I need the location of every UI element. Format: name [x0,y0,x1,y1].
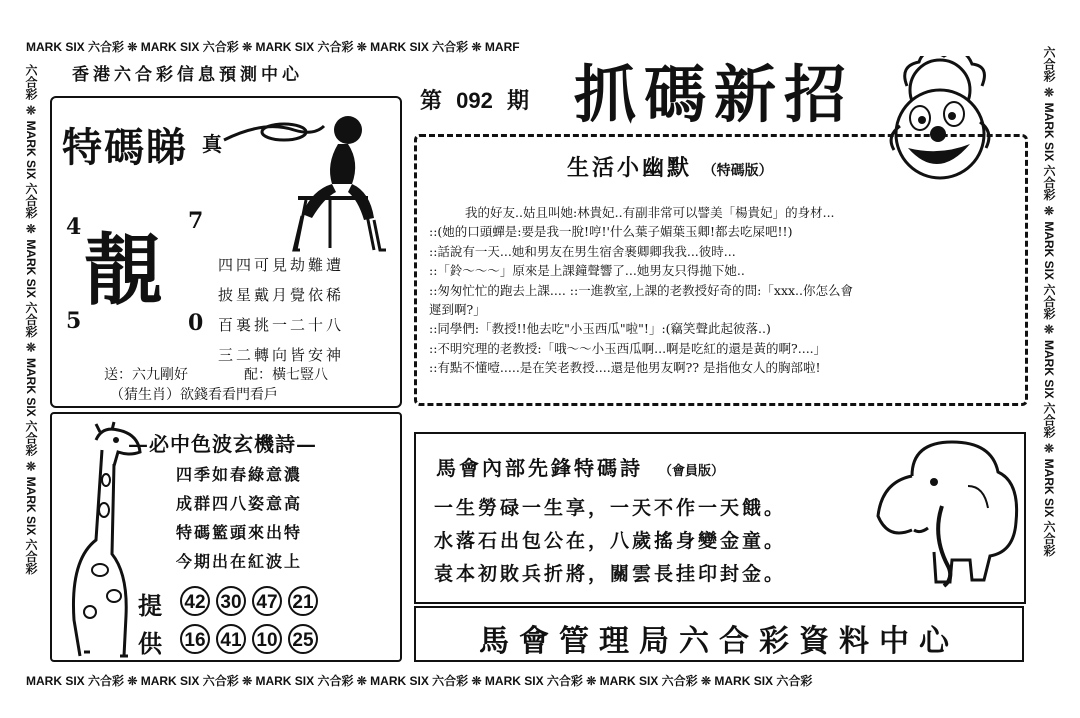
tema-riddle: （猜生肖）欲錢看看門看戶 [110,386,278,402]
number-ball: 47 [252,586,282,616]
number-ball: 10 [252,624,282,654]
issue-suffix: 期 [506,88,529,113]
tema-number-bottom-right: 0 [188,310,204,336]
center-name: 香港六合彩信息預測中心 [72,65,303,85]
tema-box [50,96,402,408]
tema-verse: 三二轉向皆安神 [218,346,345,364]
row2-numbers [180,624,324,654]
tema-verse: 百裏挑一二十八 [218,316,345,334]
tema-sub: 真 [202,132,222,156]
pioneer-poem-lines [434,492,786,591]
color-poem-line: 今期出在紅波上 [176,552,303,571]
color-poem-lines [176,460,302,576]
number-ball: 42 [180,586,210,616]
left-border-strip: 六合彩 ❊ MARK SIX 六合彩 ❊ MARK SIX 六合彩 ❊ MARK SIX 六合彩 ❊ MARK SIX 六合彩 [24,64,38,575]
right-border-strip: 六合彩 ❊ MARK SIX 六合彩 ❊ MARK SIX 六合彩 ❊ MARK SIX 六合彩 ❊ MARK SIX 六合彩 [1042,46,1056,557]
woman-figure-icon [278,108,398,258]
tema-match-label: 配：橫七豎八 [244,366,328,382]
tema-number-top-left: 4 [66,214,82,240]
tema-title: 特碼睇 [62,124,188,171]
footer-banner-outer [414,606,1024,662]
humor-lines [429,203,1019,378]
number-ball: 16 [180,624,210,654]
humor-box [414,134,1028,406]
humor-line: ::話說有一天...她和男友在男生宿舍裹卿卿我我...彼時... [429,243,736,259]
humor-line: 遲到啊?」 [429,302,486,318]
top-border-strip: MARK SIX 六合彩 ❊ MARK SIX 六合彩 ❊ MARK SIX 六合彩 ❊ MARK SIX 六合彩 ❊ MARF [26,40,520,54]
number-ball: 25 [288,624,318,654]
humor-line: ::同學們:「教授!!他去吃"小玉西瓜"啦"!」:(竊笑聲此起彼落..) [429,321,771,337]
main-title: 抓碼新招 [574,58,855,131]
bottom-border-strip: MARK SIX 六合彩 ❊ MARK SIX 六合彩 ❊ MARK SIX 六合彩 ❊ MARK SIX 六合彩 ❊ MARK SIX 六合彩 ❊ MARK SIX 六合彩 ❊ MARK SIX 六合彩 [26,674,813,688]
humor-line: ::不明究理的老教授:「哦～～小玉西瓜啊...啊是吃紅的還是黃的啊?....」 [429,340,827,356]
pioneer-poem-title-suffix: （會員版） [658,464,724,479]
tema-big-char: 靚 [84,225,163,316]
elephant-icon [872,436,1022,596]
tema-number-top-right: 7 [188,208,204,234]
footer-banner: 馬會管理局六合彩資料中心 [479,624,959,659]
tema-number-bottom-left: 5 [66,308,82,334]
humor-line: ::(她的口頭蟬是:要是我一脫!哼!'什么葉子媚葉玉卿!都去吃屎吧!!) [429,224,793,240]
row1-label: 提 [138,591,162,620]
humor-line: ::匆匆忙忙的跑去上課.... ::一進教室,上課的老教授好奇的問:「xxx..你怎么會 [429,282,853,298]
row1-numbers [180,586,324,616]
humor-title [567,151,773,182]
humor-title-suffix: （特碼版） [702,163,773,179]
pioneer-poem-title-main: 馬會內部先鋒特碼詩 [436,456,643,480]
number-ball: 30 [216,586,246,616]
number-ball: 21 [288,586,318,616]
issue-label [420,84,529,115]
humor-line: ::有點不懂噎.....是在笑老教授....還是他男友啊?? 是指他女人的胸部啦! [429,360,821,376]
color-poem-line: 四季如春綠意濃 [176,465,303,484]
row2-label: 供 [138,629,162,658]
pioneer-poem-line: 水落石出包公在，八歲搖身變金童。 [434,530,787,552]
humor-line: 我的好友..姑且叫她:林貴妃..有副非常可以譬美「楊貴妃」的身材... [465,205,835,220]
tema-verse: 四四可見劫難遭 [218,256,345,274]
tema-send-label: 送：六九剛好 [104,366,188,382]
humor-title-main: 生活小幽默 [567,155,693,181]
color-poem-line: 特碼籃頭來出特 [176,523,303,542]
pioneer-poem-title [436,452,724,481]
humor-line: ::「鈴～～～」原來是上課鐘聲響了...她男友只得拋下她.. [429,263,745,279]
tema-verses [218,250,344,370]
number-ball: 41 [216,624,246,654]
color-poem-title: —必中色波玄機詩— [128,432,317,456]
issue-number: 092 [456,88,493,113]
pioneer-poem-line: 一生勞碌一生享，一天不作一天餓。 [434,497,787,519]
pioneer-poem-line: 袁本初敗兵折將，關雲長挂印封金。 [434,563,787,585]
issue-prefix: 第 [420,88,443,113]
tema-verse: 披星戴月覺依稀 [218,286,345,304]
color-poem-box [50,412,402,662]
color-poem-line: 成群四八姿意高 [176,494,303,513]
